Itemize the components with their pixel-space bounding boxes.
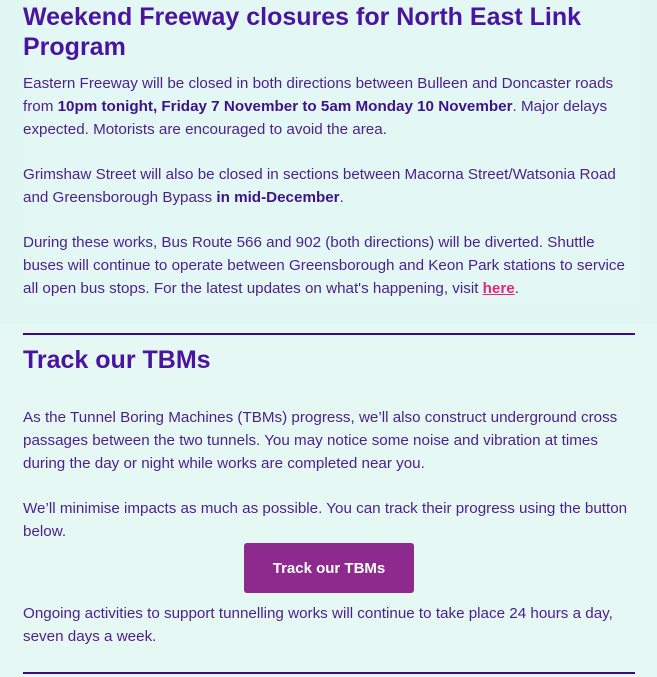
tbms-paragraph-1: As the Tunnel Boring Machines (TBMs) progress, we’ll also construct underground cross passages between the two tunnels. You may notice some noise and vibration at times during the day or night while works are completed near you. (23, 409, 618, 472)
closures-paragraph-2 (23, 163, 636, 209)
closures-p3-text-start: During these works, Bus Route 566 and 902 (both directions) will be diverted. Shuttle buses will continue to operate between Greensborough and Keon Park stations to service all open bus stops. For the latest updates on what's happening, visit (23, 234, 625, 297)
track-tbms-button-label: Track our TBMs (272, 559, 386, 577)
updates-here-link[interactable]: here (482, 280, 515, 297)
tbms-paragraph-2: We’ll minimise impacts as much as possible. You can track their progress using the button below. (23, 500, 628, 540)
tbms-heading: Track our TBMs (23, 346, 211, 374)
tbms-section (23, 345, 636, 543)
closures-p2-text-end: . (339, 189, 344, 206)
closures-p2-text-start: Grimshaw Street will also be closed in sections between Macorna Street/Watsonia Road and Greensborough Bypass (23, 166, 616, 206)
closures-heading: Weekend Freeway closures for North East Link Program (23, 3, 582, 61)
section-divider-bottom (23, 672, 635, 674)
closures-section (23, 0, 636, 300)
closures-p1-bold-dates: 10pm tonight, Friday 7 November to 5am Monday 10 November (57, 98, 513, 115)
closures-p1-text-end: . Major delays expected. Motorists are encouraged to avoid the area. (23, 98, 608, 138)
closures-p1-text-start: Eastern Freeway will be closed in both directions between Bulleen and Doncaster roads from (23, 75, 614, 115)
track-tbms-button[interactable] (244, 543, 414, 593)
tbms-footer-text (23, 602, 636, 648)
closures-p2-bold-timing: in mid-December (216, 189, 340, 206)
closures-paragraph-1 (23, 72, 636, 141)
section-divider-top (23, 333, 635, 335)
closures-paragraph-3 (23, 231, 636, 300)
tbms-paragraph-3: Ongoing activities to support tunnelling works will continue to take place 24 hours a day, seven days a week. (23, 605, 613, 645)
closures-p3-text-end: . (514, 280, 519, 297)
